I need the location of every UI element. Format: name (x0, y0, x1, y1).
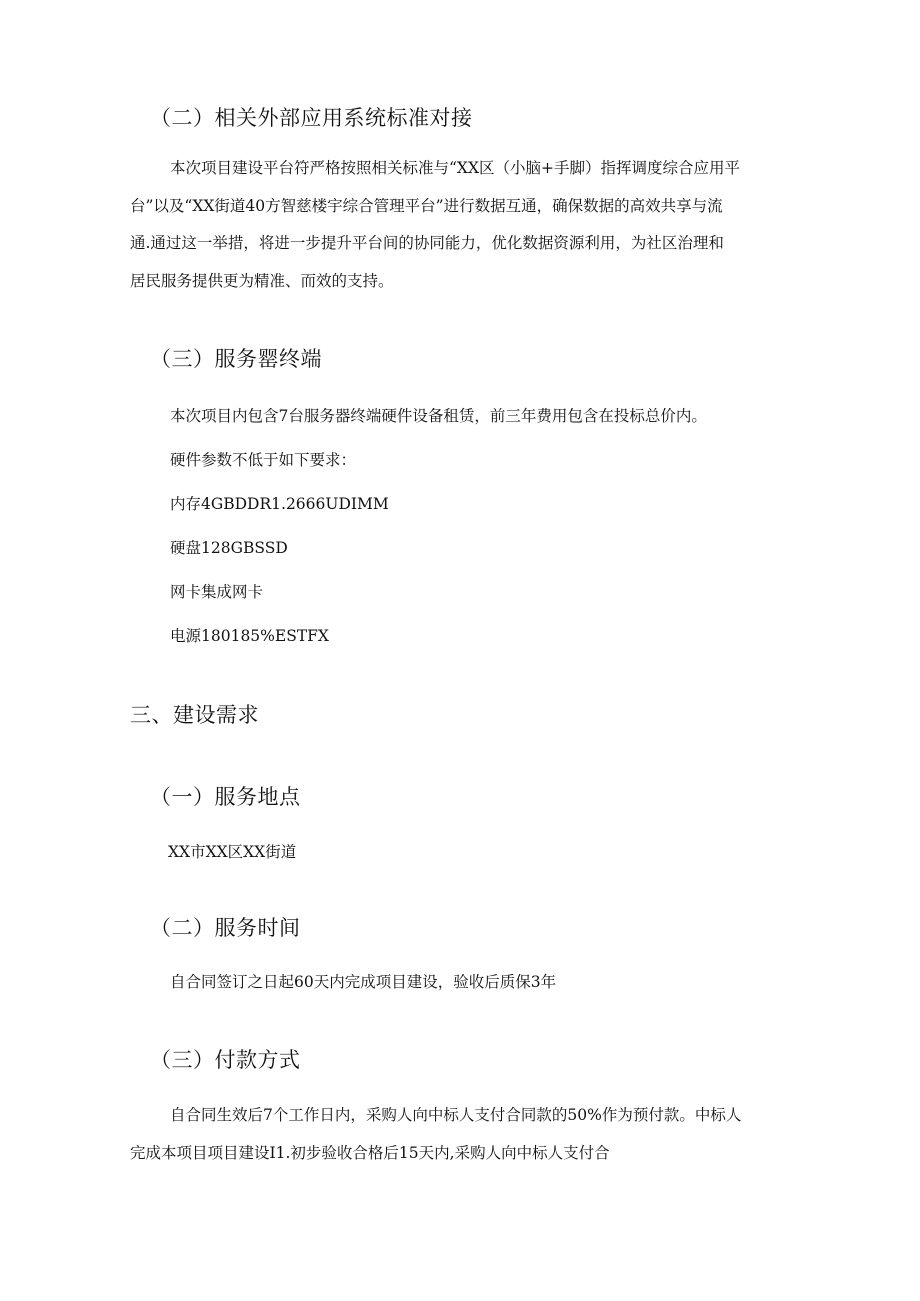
paragraph-line: 自合同生效后7个工作日内，采购人向中标人支付合同款的50%作为预付款。中标人 (170, 1106, 742, 1124)
paragraph-line: 通.通过这一举措，将进一步提升平台间的协同能力，优化数据资源利用，为社区治理和 (130, 234, 724, 252)
section-heading-external-systems: （二）相关外部应用系统标准对接 (150, 106, 473, 130)
external-systems-paragraph (130, 150, 760, 300)
paragraph-line: 居民服务提供更为精准、而效的支持。 (130, 271, 394, 290)
section-heading-service-time: （二）服务时间 (150, 916, 301, 940)
spec-disk: 硬盘128GBSSD (170, 539, 288, 557)
spec-power-supply: 电源180185%ESTFX (170, 627, 329, 645)
section-heading-server-terminal: （三）服务罂终端 (150, 347, 322, 371)
server-terminal-intro: 本次项目内包含7台服务器终端硬件设备租赁，前三年费用包含在投标总价内。 (170, 407, 707, 425)
payment-method-paragraph (130, 1097, 760, 1172)
service-location-text: XX市XX区XX街道 (168, 843, 297, 861)
service-time-text: 自合同签订之日起60天内完成项目建设，验收后质保3年 (170, 973, 557, 991)
section-heading-payment-method: （三）付款方式 (150, 1048, 301, 1072)
spec-memory: 内存4GBDDR1.2666UDIMM (170, 495, 389, 513)
section-heading-service-location: （一）服务地点 (150, 785, 301, 809)
hardware-requirement-label: 硬件参数不低于如下要求： (170, 451, 357, 469)
paragraph-line: 本次项目建设平台符严格按照相关标准与“XX区（小脑+手脚）指挥调度综合应用平 (170, 159, 740, 177)
paragraph-line: 台”以及“XX街道40方智慈楼宇综合管理平台”进行数据互通，确保数据的高效共享与流 (130, 196, 723, 215)
chapter-heading-construction-requirements: 三、建设需求 (130, 703, 259, 727)
spec-network-card: 网卡集成网卡 (170, 583, 264, 601)
paragraph-line: 完成本项目项目建设I1.初步验收合格后15天内,采购人向中标人支付合 (130, 1143, 610, 1162)
